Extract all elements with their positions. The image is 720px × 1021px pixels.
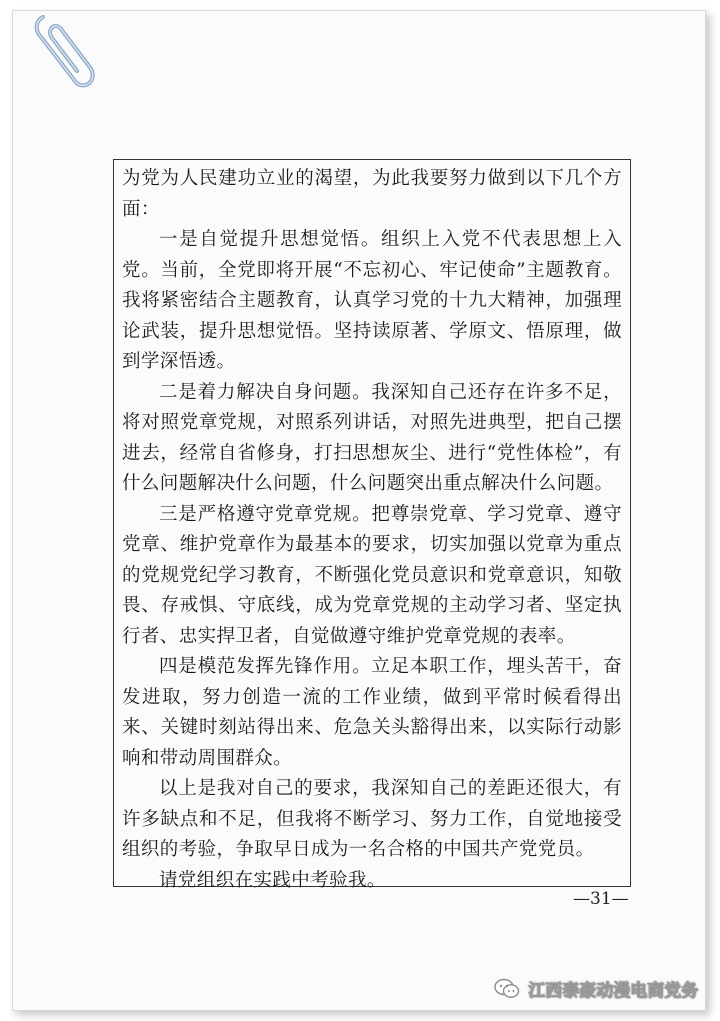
- paragraph-point-four: 四是模范发挥先锋作用。立足本职工作，埋头苦干，奋发进取，努力创造一流的工作业绩，做到平常时候看得出来、关键时刻站得出来、危急关头豁得出来，以实际行动影响和带动周围群众。: [122, 656, 622, 769]
- paragraph-intro: 为党为人民建功立业的渴望，为此我要努力做到以下几个方面：: [122, 168, 622, 220]
- paragraph-closing: 请党组织在实践中考验我。: [159, 869, 386, 891]
- paragraph-point-one: 一是自觉提升思想觉悟。组织上入党不代表思想上入党。当前，全党即将开展“不忘初心、牢记使命”主题教育。我将紧密结合主题教育，认真学习党的十九大精神，加强理论武装，提升思想觉悟。坚持读原著、学原文、悟原理，做到学深悟透。: [122, 229, 622, 372]
- watermark-text: 江西泰豪动漫电商党务: [528, 981, 698, 1001]
- wechat-icon: [494, 978, 520, 1000]
- paragraph-point-three: 三是严格遵守党章党规。把尊崇党章、学习党章、遵守党章、维护党章作为最基本的要求，切实加强以党章为重点的党规党纪学习教育，不断强化党员意识和党章意识，知敬畏、存戒惧、守底线，成为党章党规的主动学习者、坚定执行者、忠实捍卫者，自觉做遵守维护党章党规的表率。: [122, 503, 622, 647]
- page-number: —31—: [573, 889, 629, 909]
- document-page: [12, 10, 706, 1011]
- paragraph-summary: 以上是我对自己的要求，我深知自己的差距还很大，有许多缺点和不足，但我将不断学习、努力工作，自觉地接受组织的考验，争取早日成为一名合格的中国共产党党员。: [122, 778, 622, 860]
- text-frame: [113, 159, 631, 891]
- paperclip-icon: [31, 11, 95, 89]
- watermark: [494, 976, 698, 1001]
- paragraph-point-two: 二是着力解决自身问题。我深知自己还存在许多不足，将对照党章党规，对照系列讲话，对照先进典型，把自己摆进去，经常自省修身，打扫思想灰尘、进行“党性体检”，有什么问题解决什么问题，什么问题突出重点解决什么问题。: [122, 381, 622, 494]
